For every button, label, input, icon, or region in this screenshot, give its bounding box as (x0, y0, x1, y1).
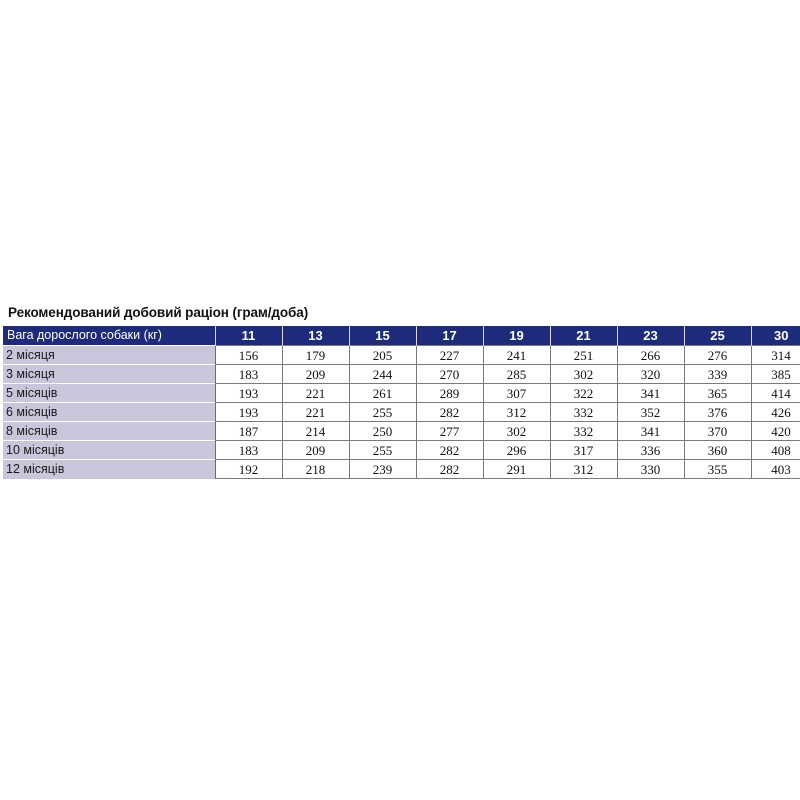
ration-value: 227 (416, 346, 483, 365)
age-label: 5 місяців (3, 384, 215, 403)
ration-value: 276 (684, 346, 751, 365)
ration-value: 291 (483, 460, 550, 479)
ration-value: 183 (215, 365, 282, 384)
ration-value: 403 (751, 460, 800, 479)
ration-value: 289 (416, 384, 483, 403)
ration-value: 244 (349, 365, 416, 384)
ration-value: 426 (751, 403, 800, 422)
ration-value: 322 (550, 384, 617, 403)
weight-row-label: Вага дорослого собаки (кг) (3, 326, 215, 346)
ration-value: 209 (282, 441, 349, 460)
age-label: 12 місяців (3, 460, 215, 479)
weight-column-header: 19 (483, 326, 550, 346)
age-label: 2 місяця (3, 346, 215, 365)
ration-value: 187 (215, 422, 282, 441)
ration-value: 385 (751, 365, 800, 384)
table-row (3, 403, 800, 422)
ration-value: 241 (483, 346, 550, 365)
ration-table (3, 326, 800, 479)
ration-value: 282 (416, 441, 483, 460)
weight-column-header: 30 (751, 326, 800, 346)
weight-column-header: 15 (349, 326, 416, 346)
ration-value: 312 (483, 403, 550, 422)
ration-value: 221 (282, 403, 349, 422)
ration-value: 266 (617, 346, 684, 365)
ration-value: 341 (617, 384, 684, 403)
ration-value: 352 (617, 403, 684, 422)
ration-value: 270 (416, 365, 483, 384)
ration-value: 302 (483, 422, 550, 441)
ration-value: 307 (483, 384, 550, 403)
ration-value: 370 (684, 422, 751, 441)
ration-value: 341 (617, 422, 684, 441)
ration-value: 261 (349, 384, 416, 403)
ration-value: 239 (349, 460, 416, 479)
weight-column-header: 21 (550, 326, 617, 346)
weight-column-header: 13 (282, 326, 349, 346)
ration-value: 317 (550, 441, 617, 460)
ration-value: 255 (349, 403, 416, 422)
ration-value: 332 (550, 403, 617, 422)
ration-value: 221 (282, 384, 349, 403)
ration-value: 218 (282, 460, 349, 479)
ration-value: 360 (684, 441, 751, 460)
table-row (3, 384, 800, 403)
ration-value: 332 (550, 422, 617, 441)
ration-value: 285 (483, 365, 550, 384)
ration-value: 192 (215, 460, 282, 479)
table-row (3, 460, 800, 479)
table-header (3, 326, 800, 346)
ration-value: 312 (550, 460, 617, 479)
weight-column-header: 11 (215, 326, 282, 346)
ration-value: 330 (617, 460, 684, 479)
ration-value: 365 (684, 384, 751, 403)
ration-value: 209 (282, 365, 349, 384)
age-label: 10 місяців (3, 441, 215, 460)
ration-value: 414 (751, 384, 800, 403)
age-label: 3 місяця (3, 365, 215, 384)
ration-value: 302 (550, 365, 617, 384)
ration-value: 420 (751, 422, 800, 441)
ration-value: 255 (349, 441, 416, 460)
table-row (3, 365, 800, 384)
weight-column-header: 25 (684, 326, 751, 346)
ration-value: 183 (215, 441, 282, 460)
ration-value: 214 (282, 422, 349, 441)
ration-value: 282 (416, 403, 483, 422)
ration-value: 277 (416, 422, 483, 441)
age-label: 8 місяців (3, 422, 215, 441)
ration-value: 320 (617, 365, 684, 384)
ration-value: 251 (550, 346, 617, 365)
table-title: Рекомендований добовий раціон (грам/доба) (8, 305, 309, 320)
ration-value: 376 (684, 403, 751, 422)
ration-value: 282 (416, 460, 483, 479)
ration-value: 193 (215, 403, 282, 422)
ration-value: 408 (751, 441, 800, 460)
table-body (3, 346, 800, 479)
table-row (3, 422, 800, 441)
ration-value: 336 (617, 441, 684, 460)
ration-value: 339 (684, 365, 751, 384)
age-label: 6 місяців (3, 403, 215, 422)
table-row (3, 441, 800, 460)
ration-value: 355 (684, 460, 751, 479)
ration-value: 250 (349, 422, 416, 441)
ration-value: 314 (751, 346, 800, 365)
weight-column-header: 17 (416, 326, 483, 346)
ration-value: 179 (282, 346, 349, 365)
weight-column-header: 23 (617, 326, 684, 346)
header-row (3, 326, 800, 346)
ration-value: 156 (215, 346, 282, 365)
ration-value: 296 (483, 441, 550, 460)
ration-value: 193 (215, 384, 282, 403)
table-row (3, 346, 800, 365)
ration-value: 205 (349, 346, 416, 365)
